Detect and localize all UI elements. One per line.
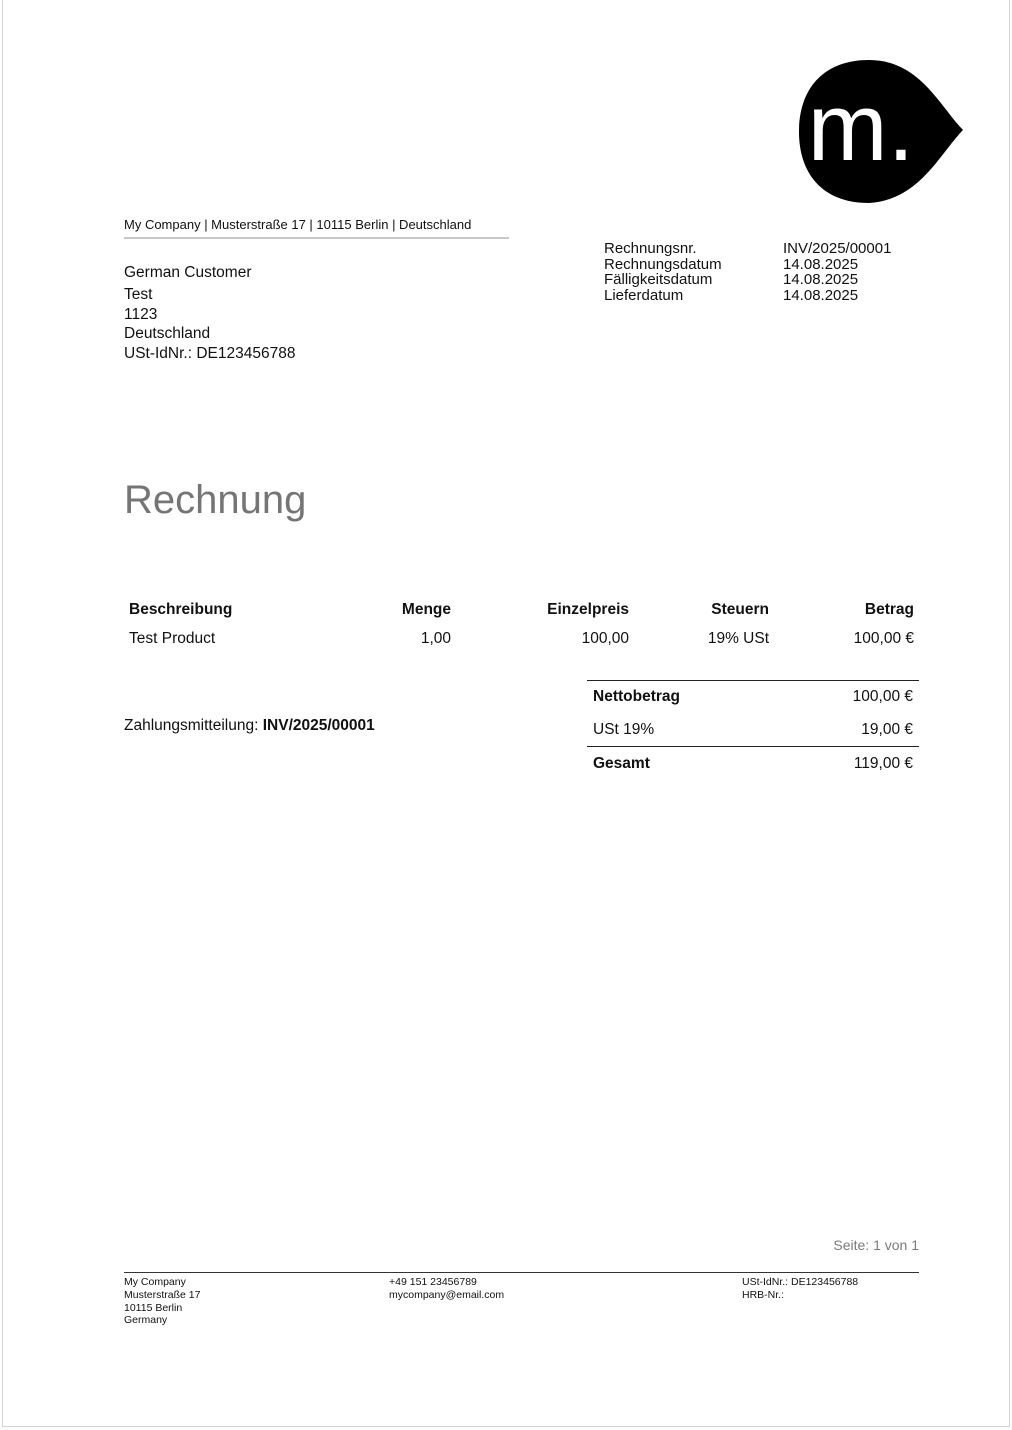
invoice-meta [604, 241, 891, 303]
payment-label: Zahlungsmitteilung: [124, 717, 259, 734]
meta-row-invoice-number [604, 241, 891, 257]
item-amount: 100,00 € [853, 629, 914, 647]
footer-contact [389, 1276, 504, 1302]
meta-value: 14.08.2025 [783, 255, 859, 273]
footer-line: 10115 Berlin [124, 1301, 183, 1314]
recipient-vat-id: USt-IdNr.: DE123456788 [124, 344, 296, 362]
meta-label: Lieferdatum [604, 286, 684, 304]
logo-text: m. [807, 74, 915, 181]
header-amount: Betrag [864, 601, 914, 618]
table-row [124, 622, 919, 655]
footer-line: My Company [124, 1276, 186, 1288]
recipient-line: 1123 [124, 305, 158, 323]
item-unit-price: 100,00 [581, 629, 629, 647]
footer-phone: +49 151 23456789 [389, 1276, 477, 1288]
net-amount-value: 100,00 € [852, 688, 913, 705]
footer-company-address [124, 1276, 200, 1327]
tax-value: 19,00 € [861, 720, 913, 738]
item-description: Test Product [129, 629, 216, 647]
payment-reference [124, 717, 375, 735]
item-quantity: 1,00 [420, 629, 451, 647]
invoice-page [2, 0, 1010, 1427]
meta-row-delivery-date [604, 288, 891, 304]
header-unit-price: Einzelpreis [547, 601, 629, 618]
table-header-row [124, 598, 919, 622]
total-value: 119,00 € [853, 755, 913, 772]
meta-label: Rechnungsdatum [604, 255, 722, 273]
meta-row-due-date [604, 272, 891, 288]
net-amount-row [587, 680, 919, 713]
sender-address-line: My Company | Musterstraße 17 | 10115 Berlin | Deutschland [124, 217, 509, 239]
totals-summary [587, 680, 919, 781]
document-title: Rechnung [124, 478, 307, 522]
meta-value: INV/2025/00001 [783, 240, 892, 257]
item-taxes: 19% USt [707, 629, 769, 647]
meta-label: Fälligkeitsdatum [604, 271, 713, 288]
meta-value: 14.08.2025 [783, 271, 859, 288]
header-description: Beschreibung [129, 601, 233, 618]
footer-vat-id: USt-IdNr.: DE123456788 [742, 1276, 859, 1288]
total-row [587, 746, 919, 781]
recipient-name: German Customer [124, 264, 252, 281]
footer-hrb: HRB-Nr.: [742, 1288, 784, 1301]
footer-registration [742, 1276, 858, 1302]
meta-label: Rechnungsnr. [604, 240, 697, 257]
header-taxes: Steuern [711, 601, 769, 618]
footer-email: mycompany@email.com [389, 1288, 505, 1301]
line-items-table [124, 598, 919, 655]
header-quantity: Menge [401, 601, 451, 618]
page-number: Seite: 1 von 1 [833, 1237, 919, 1253]
footer-line: Musterstraße 17 [124, 1288, 201, 1301]
tax-label: USt 19% [593, 720, 655, 738]
recipient-country: Deutschland [124, 325, 211, 342]
recipient-address [124, 263, 295, 363]
tax-row [587, 713, 919, 746]
meta-value: 14.08.2025 [783, 286, 859, 304]
footer-divider [124, 1272, 919, 1273]
recipient-line: Test [124, 286, 153, 303]
company-logo [799, 60, 963, 203]
payment-reference-value: INV/2025/00001 [262, 717, 375, 734]
meta-row-invoice-date [604, 257, 891, 273]
footer-line: Germany [124, 1314, 168, 1327]
net-amount-label: Nettobetrag [593, 688, 680, 705]
total-label: Gesamt [593, 755, 650, 772]
logo-shape [799, 60, 963, 203]
